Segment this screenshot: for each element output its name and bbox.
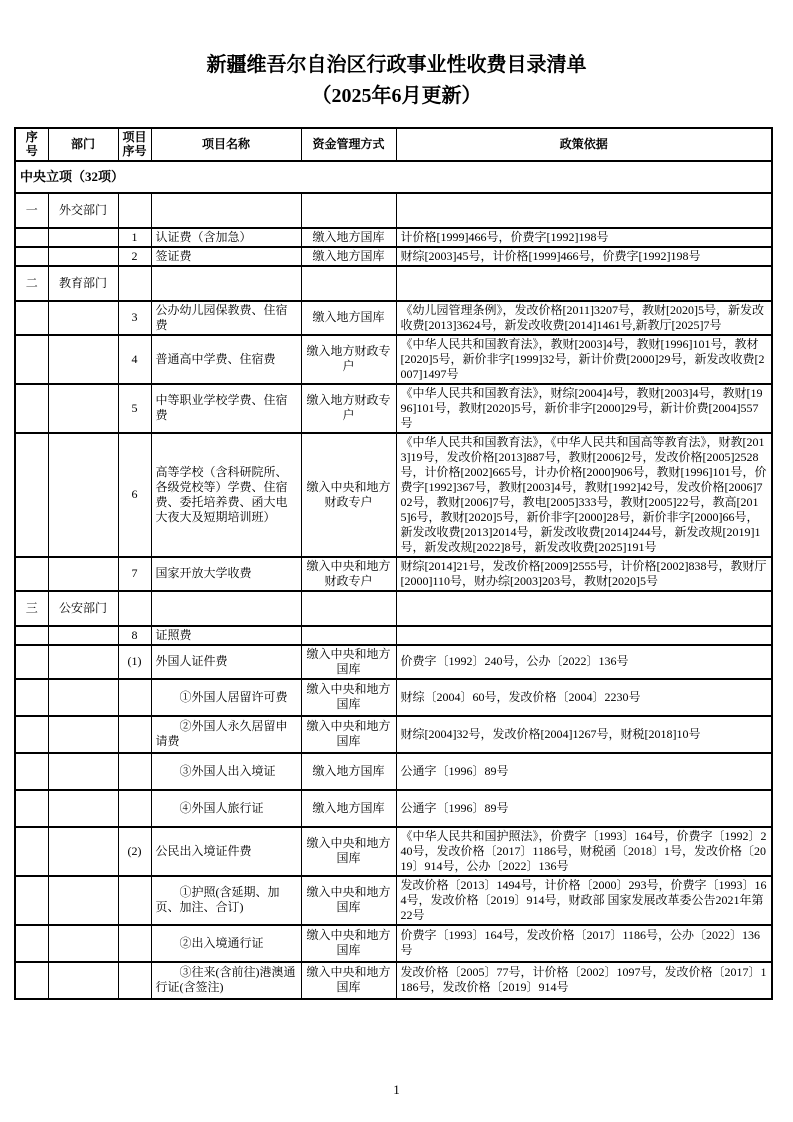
cell-num: 5 — [118, 384, 151, 433]
cell-fund: 缴入地方国库 — [301, 753, 396, 790]
cell-num: (2) — [118, 827, 151, 876]
col-header-item-name: 项目名称 — [151, 128, 301, 161]
cell-dept — [48, 626, 118, 645]
cell-seq: 一 — [15, 193, 48, 228]
col-header-fund-mode: 资金管理方式 — [301, 128, 396, 161]
cell-seq — [15, 301, 48, 335]
cell-name: 认证费（含加急） — [151, 228, 301, 247]
table-row — [15, 247, 772, 266]
document-title — [0, 0, 793, 112]
cell-dept — [48, 790, 118, 827]
cell-fund: 缴入地方国库 — [301, 790, 396, 827]
cell-fund — [301, 591, 396, 626]
cell-policy: 公通字〔1996〕89号 — [396, 753, 772, 790]
table-row — [15, 790, 772, 827]
cell-dept — [48, 876, 118, 925]
cell-policy: 《幼儿园管理条例》，发改价格[2011]3207号，教财[2020]5号，新发改收费[2013]3624号，新发改收费[2014]1461号,新教厅[2025]7号 — [396, 301, 772, 335]
cell-num — [118, 790, 151, 827]
cell-name: 中等职业学校学费、住宿费 — [151, 384, 301, 433]
table-row — [15, 645, 772, 679]
cell-policy: 财综〔2004〕60号，发改价格〔2004〕2230号 — [396, 679, 772, 716]
cell-policy: 《中华人民共和国教育法》，财综[2004]4号，教财[2003]4号，教财[1996]101号，教财[2020]5号，新价非字[2000]29号，新计价费[2004]557号 — [396, 384, 772, 433]
cell-name — [151, 193, 301, 228]
cell-policy: 财综[2014]21号，发改价格[2009]2555号，计价格[2002]838号，教财厅[2000]110号，财办综[2003]203号，教财[2020]5号 — [396, 557, 772, 591]
cell-seq — [15, 925, 48, 962]
cell-name: 公办幼儿园保教费、住宿费 — [151, 301, 301, 335]
cell-dept: 教育部门 — [48, 266, 118, 301]
section-row — [15, 161, 772, 193]
cell-dept — [48, 301, 118, 335]
cell-policy: 发改价格〔2005〕77号，计价格〔2002〕1097号，发改价格〔2017〕1186号，发改价格〔2019〕914号 — [396, 962, 772, 999]
section-title: 中央立项（32项） — [15, 161, 772, 193]
page-number: 1 — [393, 1082, 400, 1097]
cell-fund: 缴入中央和地方国库 — [301, 645, 396, 679]
cell-fund: 缴入地方国库 — [301, 247, 396, 266]
cell-fund: 缴入地方国库 — [301, 228, 396, 247]
table-row — [15, 228, 772, 247]
cell-fund: 缴入中央和地方国库 — [301, 827, 396, 876]
cell-seq — [15, 790, 48, 827]
table-row — [15, 679, 772, 716]
cell-fund: 缴入地方财政专户 — [301, 384, 396, 433]
cell-num — [118, 753, 151, 790]
cell-num — [118, 962, 151, 999]
col-header-dept: 部门 — [48, 128, 118, 161]
cell-name: 外国人证件费 — [151, 645, 301, 679]
cell-dept — [48, 753, 118, 790]
cell-policy: 发改价格〔2013〕1494号，计价格〔2000〕293号，价费字〔1993〕164号，发改价格〔2019〕914号，财政部 国家发展改革委公告2021年第22号 — [396, 876, 772, 925]
table-row — [15, 266, 772, 301]
cell-dept: 公安部门 — [48, 591, 118, 626]
cell-seq — [15, 626, 48, 645]
table-row — [15, 962, 772, 999]
cell-fund: 缴入中央和地方财政专户 — [301, 557, 396, 591]
cell-seq — [15, 645, 48, 679]
title-line-1: 新疆维吾尔自治区行政事业性收费目录清单 — [206, 54, 587, 76]
cell-policy: 价费字〔1993〕164号，发改价格〔2017〕1186号，公办〔2022〕136号 — [396, 925, 772, 962]
cell-dept — [48, 228, 118, 247]
fee-catalog-table — [14, 127, 773, 1000]
cell-seq: 二 — [15, 266, 48, 301]
cell-dept — [48, 557, 118, 591]
cell-fund: 缴入中央和地方国库 — [301, 962, 396, 999]
cell-seq — [15, 753, 48, 790]
cell-fund: 缴入地方财政专户 — [301, 335, 396, 384]
cell-name: ②出入境通行证 — [151, 925, 301, 962]
table-row — [15, 301, 772, 335]
cell-num — [118, 876, 151, 925]
cell-num: 7 — [118, 557, 151, 591]
cell-dept — [48, 247, 118, 266]
table-row — [15, 716, 772, 753]
table-row — [15, 626, 772, 645]
cell-name: ③往来(含前往)港澳通行证(含签注) — [151, 962, 301, 999]
cell-policy — [396, 266, 772, 301]
cell-name — [151, 591, 301, 626]
cell-name: ③外国人出入境证 — [151, 753, 301, 790]
cell-seq: 三 — [15, 591, 48, 626]
cell-name: ①外国人居留许可费 — [151, 679, 301, 716]
cell-seq — [15, 247, 48, 266]
table-row — [15, 557, 772, 591]
cell-name: 国家开放大学收费 — [151, 557, 301, 591]
cell-policy — [396, 193, 772, 228]
cell-num: 8 — [118, 626, 151, 645]
table-row — [15, 433, 772, 557]
cell-name: 证照费 — [151, 626, 301, 645]
cell-num: 2 — [118, 247, 151, 266]
cell-policy: 价费字〔1992〕240号，公办〔2022〕136号 — [396, 645, 772, 679]
cell-name: 普通高中学费、住宿费 — [151, 335, 301, 384]
cell-num — [118, 591, 151, 626]
header-row — [15, 128, 772, 161]
cell-policy: 计价格[1999]466号，价费字[1992]198号 — [396, 228, 772, 247]
cell-policy — [396, 626, 772, 645]
cell-num: 1 — [118, 228, 151, 247]
cell-policy — [396, 591, 772, 626]
cell-fund — [301, 193, 396, 228]
table-row — [15, 753, 772, 790]
table-row — [15, 193, 772, 228]
cell-num: 4 — [118, 335, 151, 384]
cell-num — [118, 716, 151, 753]
cell-num — [118, 679, 151, 716]
cell-dept: 外交部门 — [48, 193, 118, 228]
cell-policy: 《中华人民共和国护照法》，价费字〔1993〕164号，价费字〔1992〕240号，发改价格〔2017〕1186号，财税函〔2018〕1号，发改价格〔2019〕914号，公办〔2022〕136号 — [396, 827, 772, 876]
cell-dept — [48, 433, 118, 557]
cell-seq — [15, 433, 48, 557]
cell-name — [151, 266, 301, 301]
table-row — [15, 876, 772, 925]
table-row — [15, 925, 772, 962]
cell-dept — [48, 384, 118, 433]
cell-seq — [15, 962, 48, 999]
cell-dept — [48, 335, 118, 384]
cell-dept — [48, 679, 118, 716]
cell-name: 公民出入境证件费 — [151, 827, 301, 876]
col-header-item-num: 项目序号 — [118, 128, 151, 161]
col-header-policy-basis: 政策依据 — [396, 128, 772, 161]
cell-seq — [15, 679, 48, 716]
cell-policy: 《中华人民共和国教育法》，教财[2003]4号，教财[1996]101号，教材[2020]5号，新价非字[1999]32号，新计价费[2000]29号，新发改收费[2007]1497号 — [396, 335, 772, 384]
cell-seq — [15, 228, 48, 247]
cell-num — [118, 266, 151, 301]
cell-num: 3 — [118, 301, 151, 335]
cell-name: ②外国人永久居留申请费 — [151, 716, 301, 753]
cell-seq — [15, 716, 48, 753]
cell-dept — [48, 962, 118, 999]
cell-seq — [15, 827, 48, 876]
cell-fund: 缴入地方国库 — [301, 301, 396, 335]
cell-seq — [15, 335, 48, 384]
table-row — [15, 591, 772, 626]
cell-num — [118, 193, 151, 228]
cell-fund: 缴入中央和地方国库 — [301, 716, 396, 753]
cell-seq — [15, 384, 48, 433]
cell-num — [118, 925, 151, 962]
cell-name: 签证费 — [151, 247, 301, 266]
cell-policy: 财综[2003]45号，计价格[1999]466号，价费字[1992]198号 — [396, 247, 772, 266]
cell-seq — [15, 876, 48, 925]
table-row — [15, 335, 772, 384]
cell-name: ④外国人旅行证 — [151, 790, 301, 827]
table-row — [15, 827, 772, 876]
cell-dept — [48, 827, 118, 876]
cell-dept — [48, 925, 118, 962]
table-row — [15, 384, 772, 433]
cell-dept — [48, 645, 118, 679]
cell-policy: 公通字〔1996〕89号 — [396, 790, 772, 827]
title-line-2: （2025年6月更新） — [311, 85, 482, 107]
cell-fund: 缴入中央和地方国库 — [301, 679, 396, 716]
cell-name: ①护照(含延期、加页、加注、合订) — [151, 876, 301, 925]
cell-policy: 财综[2004]32号，发改价格[2004]1267号，财税[2018]10号 — [396, 716, 772, 753]
cell-seq — [15, 557, 48, 591]
cell-fund: 缴入中央和地方国库 — [301, 925, 396, 962]
cell-fund: 缴入中央和地方国库 — [301, 876, 396, 925]
cell-fund — [301, 266, 396, 301]
cell-name: 高等学校（含科研院所、各级党校等）学费、住宿费、委托培养费、函大电大夜大及短期培训班） — [151, 433, 301, 557]
cell-dept — [48, 716, 118, 753]
cell-fund: 缴入中央和地方财政专户 — [301, 433, 396, 557]
cell-num: (1) — [118, 645, 151, 679]
col-header-seq: 序号 — [15, 128, 48, 161]
cell-num: 6 — [118, 433, 151, 557]
cell-fund — [301, 626, 396, 645]
cell-policy: 《中华人民共和国教育法》，《中华人民共和国高等教育法》，财教[2013]19号，发改价格[2013]887号，教财[2006]2号，发改价格[2005]2528号，计价格[2002]665号，计办价格[2000]906号，教财[1996]101号，价费字[1992]367号，教财[2003]4号，教财[1992]42号，发改价格[2006]702号，教财[2006]7号，教电[2005]333号，教财[2005]22号，教高[2015]6号，教财[2020]5号，新价非字[2000]28号，新价非字[2000]66号，新发改收费[2013]2014号，新发改收费[2014]244号，新发改规[2019]1号，新发改规[2022]8号，新发改收费[2025]191号 — [396, 433, 772, 557]
